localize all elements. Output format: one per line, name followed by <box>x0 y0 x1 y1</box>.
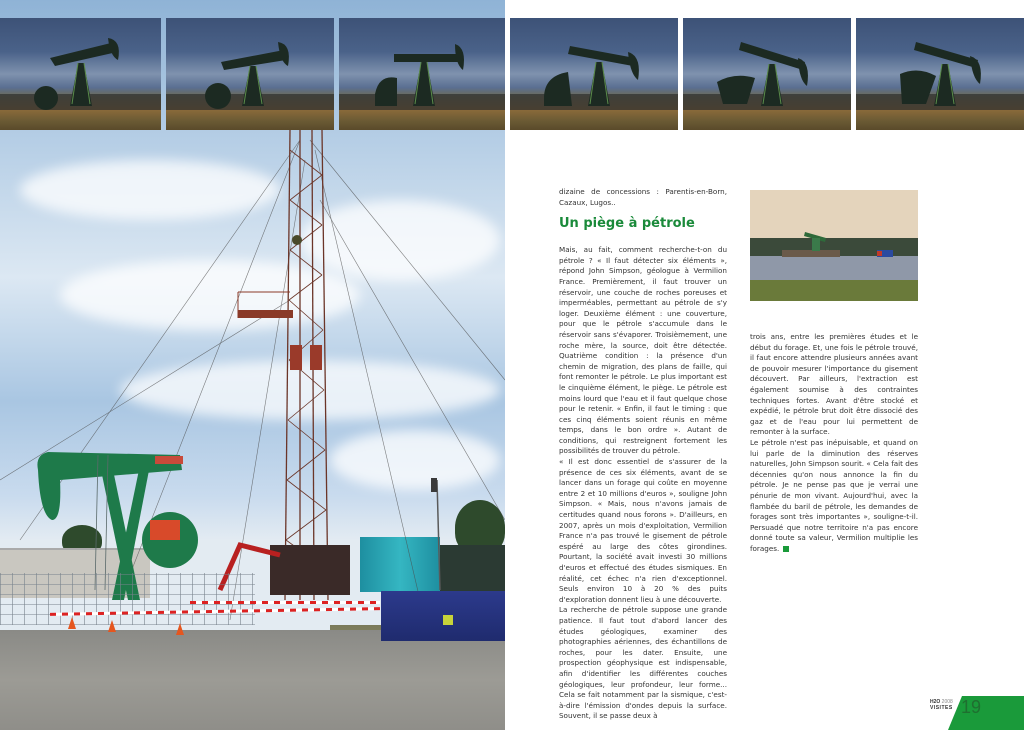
body-paragraph: « Il est donc essentiel de s'assurer de la présence de ces six éléments, avant de se lancer dans un forage qui coûte en moyenne entre 2 et 10 millions d'euros », souligne John Simpson. « Mais, nous n'avons jamais de certitudes quand nous forons ». D'ailleurs, en 2007, après un mois d'exploitation, Vermilion France n'a pas trouvé le gisement de pétrole espéré au large des côtes girondines. Pourtant, la société avait investi 30 millions d'euros et effectué des études sismiques. En réalité, cet échec n'a rien d'exceptionnel. Seuls environ 10 à 20 % des puits d'exploration donnent lieu à une découverte. <box>559 457 727 604</box>
body-paragraph: Mais, au fait, comment recherche-t-on du pétrole ? « Il faut détecter six éléments », répond John Simpson, géologue à Vermilion France. Premièrement, il faut trouver un réservoir, une couche de roches poreuses et imperméables, permettant au pétrole de s'y loger. Deuxième élément : une couverture, pour que le pétrole s'accumule dans le réservoir sans s'évaporer. Troisièmement, une roche mère, la source, doit être détectée. Quatrième condition : la présence d'un chemin de migration, des plans de faille, qui font remonter le pétrole. Le plus important est le cinquième élément, le piège. Le pétrole est moins lourd que l'eau et il faut quelque chose pour le retenir. « Enfin, il faut le timing : que ces cinq éléments soient réunis en même temps, dans le bon ordre ». Autant de conditions, qui restreignent fortement les possibilités de trouver du pétrole. <box>559 245 727 456</box>
publication-name: H2O <box>930 699 941 705</box>
intro-paragraph: dizaine de concessions : Parentis-en-Born, Cazaux, Lugos.. <box>559 187 727 207</box>
thumbnail-2 <box>166 18 334 130</box>
body-paragraph: trois ans, entre les premières études et le début du forage. Et, une fois le pétrole trouvé, il faut encore attendre plusieurs années avant de pouvoir mesurer l'importance du gisement découvert. Par ailleurs, l'extraction est également soumise à des contraintes techniques fortes. Avant d'être stocké et expédié, le pétrole brut doit être dissocié des gaz et de l'eau pour lui permettent de remonter à la surface. <box>750 332 918 437</box>
article-column-2 <box>750 332 918 554</box>
thumbnail-4 <box>510 18 678 130</box>
traffic-cone <box>176 623 184 635</box>
thumbnail-3 <box>339 18 505 130</box>
closing-paragraph-text: Le pétrole n'est pas inépuisable, et quand on lui parle de la diminution des réserves naturelles, John Simpson sourit. « Cela fait des décennies qu'on nous annonce la fin du pétrole. Je ne pense pas que je verrai une pénurie de mon vivant. Aujourd'hui, avec la flambée du baril de pétrole, les demandes de forages sont très importantes », souligne-t-il. Persuadé que notre territoire n'a pas encore donné toute sa valeur, Vermilion multiplie les forages. <box>750 437 918 553</box>
traffic-cone <box>108 620 116 632</box>
section-name: VISITES <box>930 705 953 711</box>
lake-pumpjack-photo <box>750 190 918 301</box>
end-of-article-square-icon <box>783 546 789 552</box>
article-column-1 <box>559 187 727 722</box>
article-heading: Un piège à pétrole <box>559 216 695 232</box>
page-number: 19 <box>961 697 982 717</box>
thumbnail-5 <box>683 18 851 130</box>
thumbnail-6 <box>856 18 1024 130</box>
barrier-tape <box>190 601 380 604</box>
traffic-cone <box>68 617 76 629</box>
publication-mark <box>930 699 953 711</box>
safety-fence <box>0 573 255 625</box>
skip-label <box>443 615 453 625</box>
thumbnail-1 <box>0 18 161 130</box>
publication-year: 2008 <box>941 699 953 705</box>
body-paragraph: La recherche de pétrole suppose une grande patience. Il faut tout d'abord lancer des études géologiques, examiner des photographies aériennes, des échantillons de roches, pour les dater. Ensuite, une prospection géophysique est indispensable, afin d'identifier les différentes couches géologiques, leur profondeur, leur forme... Cela se fait notamment par la sismique, c'est-à-dire l'émission d'ondes depuis la surface. Souvent, il se passe deux à <box>559 605 727 721</box>
body-paragraph <box>750 438 918 555</box>
gravel-ground <box>0 630 505 730</box>
folio-green-tab <box>948 696 1024 730</box>
pumpjack-thumbnail-strip <box>0 18 1024 130</box>
